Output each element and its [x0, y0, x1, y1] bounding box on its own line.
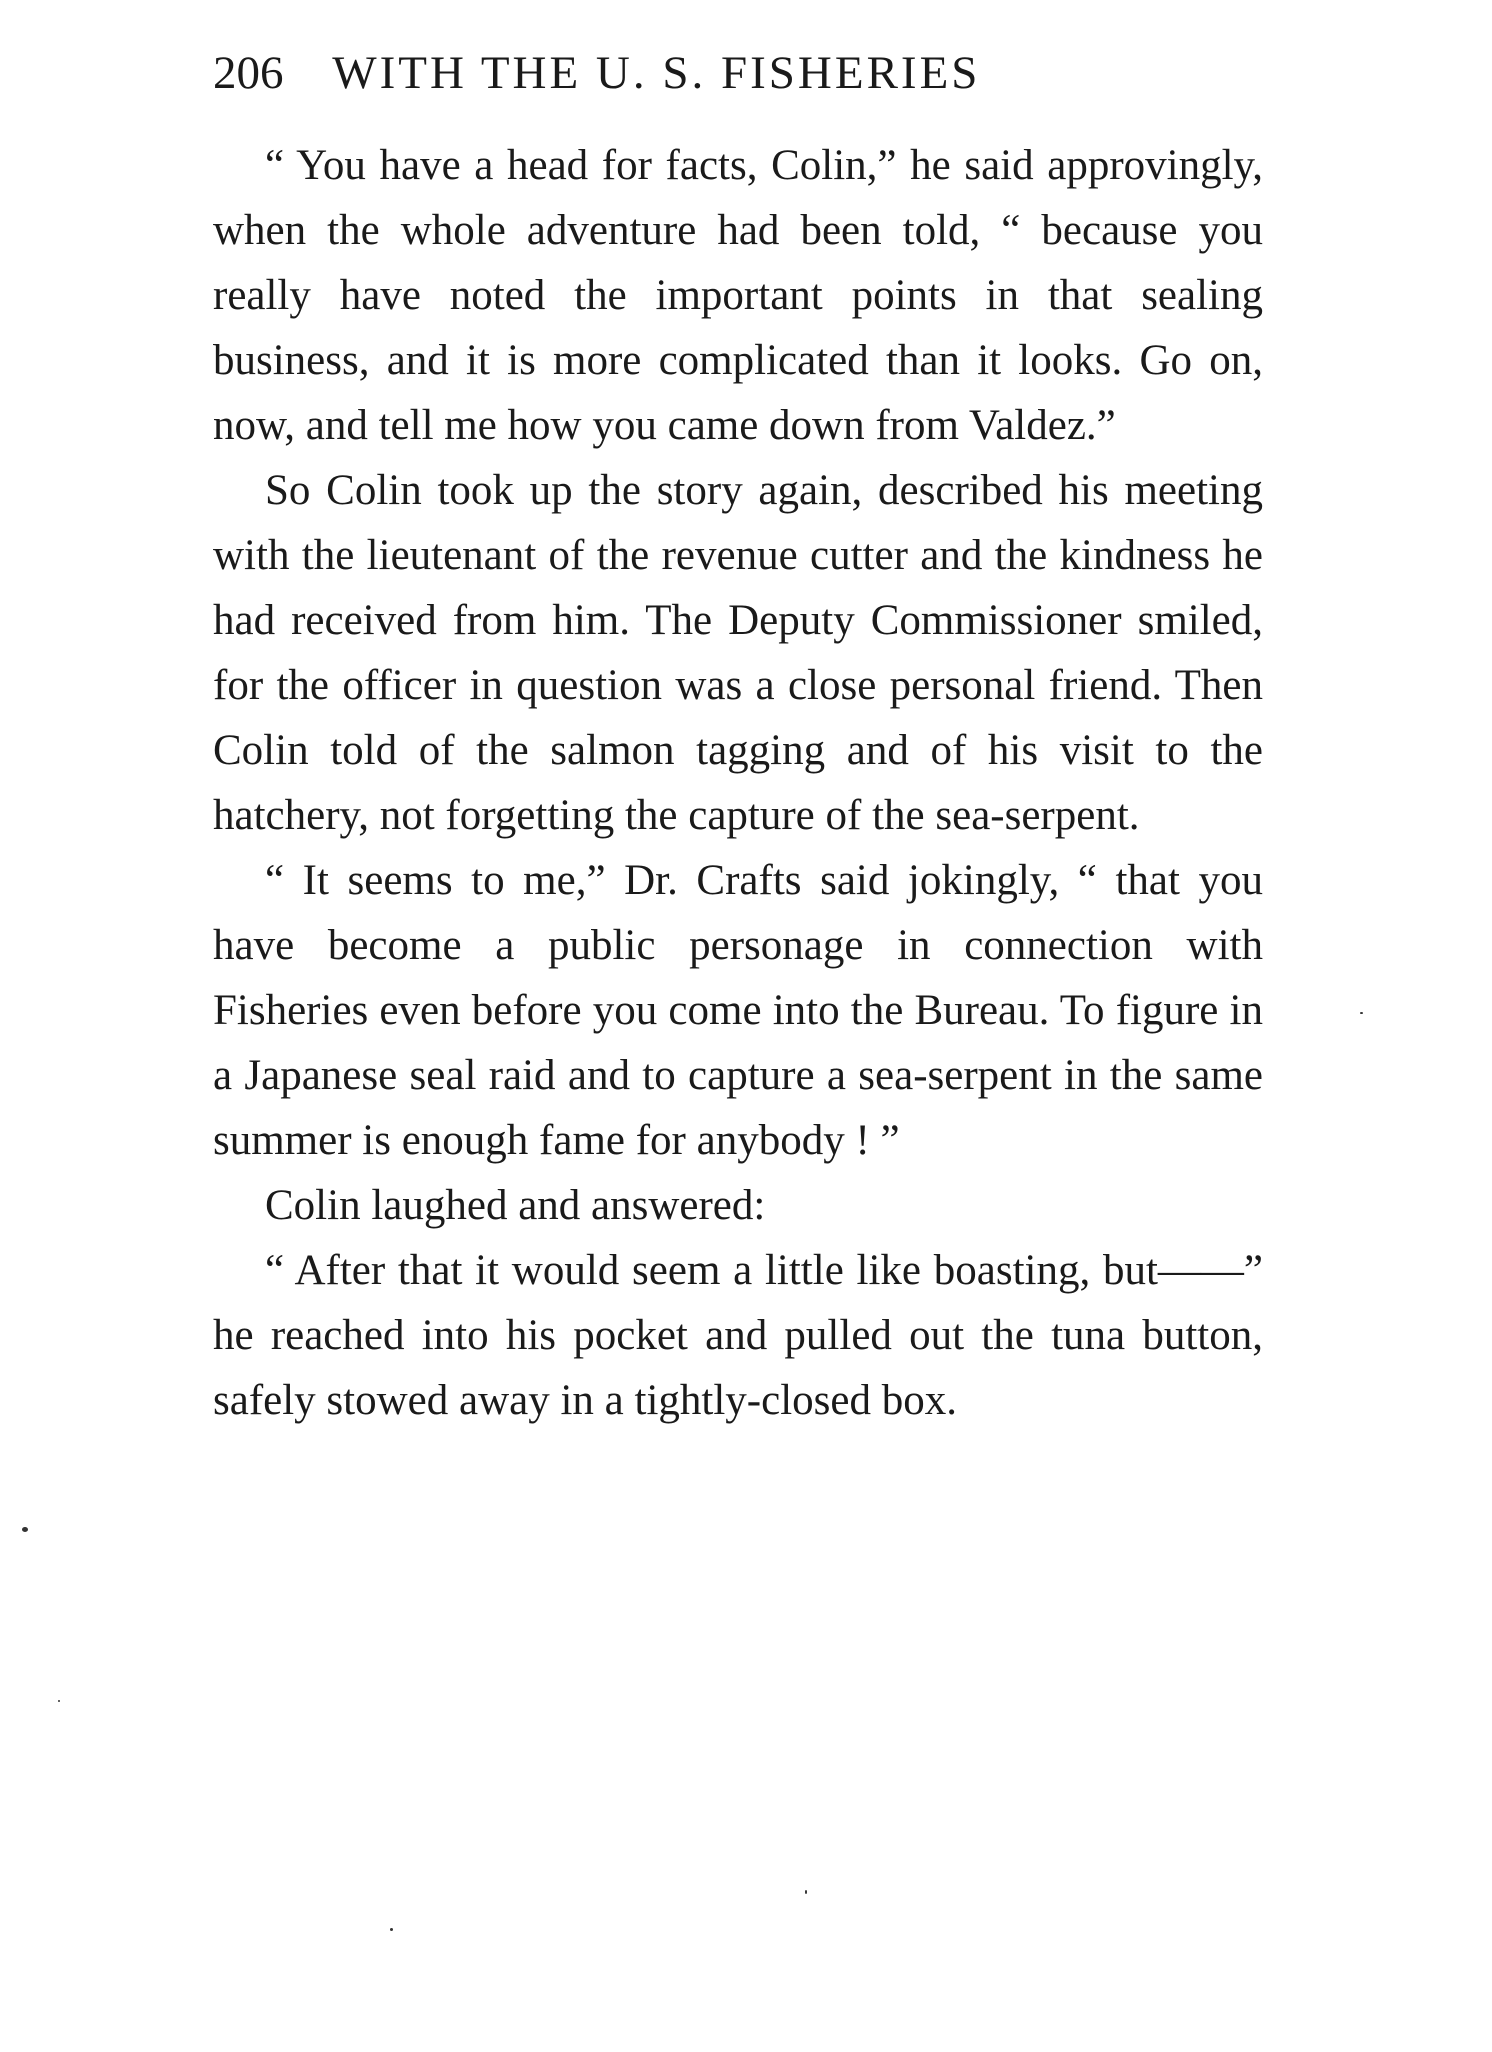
scan-speck	[1360, 1012, 1363, 1014]
running-title: WITH THE U. S. FISHERIES	[332, 47, 981, 99]
scan-speck	[58, 1700, 60, 1702]
scan-speck	[390, 1928, 393, 1931]
paragraph: So Colin took up the story again, described his meeting with the lieutenant of the revenue cutter and the kindness he had received from him. The Deputy Commissioner smiled, for the officer in question was a close personal friend. Then Colin told of the salmon tagging and of his visit to the hatchery, not forgetting the capture of the sea-serpent.	[213, 467, 1263, 839]
scan-speck	[22, 1527, 28, 1532]
paragraph: “ After that it would seem a little like boasting, but——” he reached into his pocket and pulled out the tuna button, safely stowed away in a tightly-closed box.	[213, 1247, 1263, 1424]
paragraph: “ You have a head for facts, Colin,” he said approvingly, when the whole adventure had been told, “ because you really have noted the important points in that sealing business, and it is more complicated than it looks. Go on, now, and tell me how you came down from Valdez.”	[213, 142, 1263, 449]
running-header	[213, 38, 1313, 108]
page-number: 206	[213, 47, 284, 99]
paragraph: Colin laughed and answered:	[265, 1182, 766, 1229]
scan-speck	[805, 1890, 807, 1894]
body-text	[213, 133, 1263, 1433]
paragraph: “ It seems to me,” Dr. Crafts said jokingly, “ that you have become a public personage in connection with Fisheries even before you come into the Bureau. To figure in a Japanese seal raid and to capture a sea-serpent in the same summer is enough fame for anybody ! ”	[213, 857, 1263, 1164]
